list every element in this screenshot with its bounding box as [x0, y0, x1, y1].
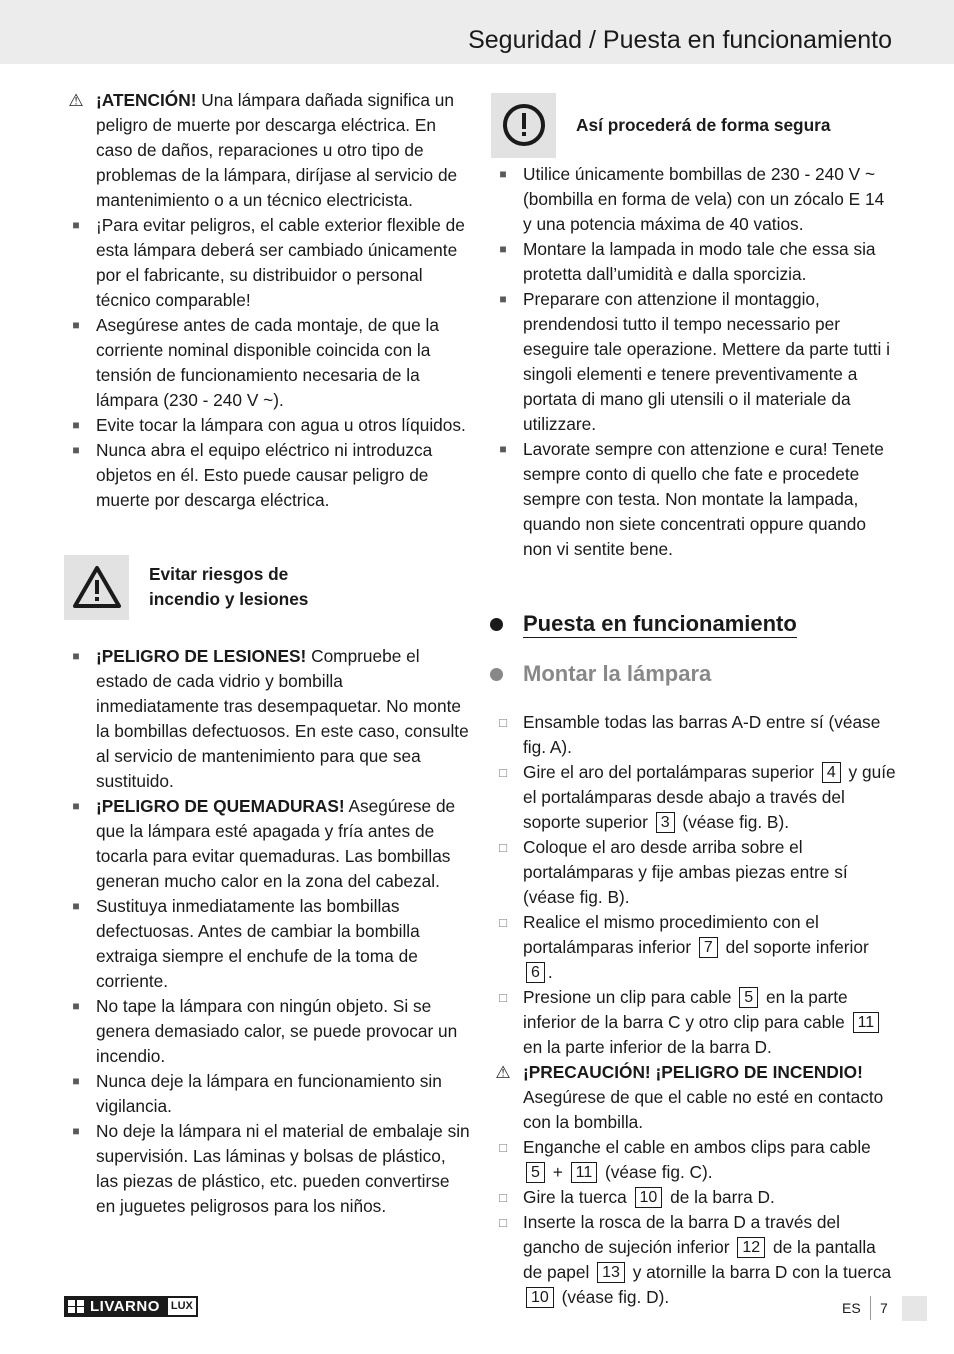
- bullet-dot-icon: [490, 618, 503, 631]
- section-heading: Montar la lámpara: [487, 659, 897, 689]
- square-bullet-icon: ■: [499, 292, 507, 306]
- square-bullet-icon: ■: [499, 442, 507, 456]
- square-bullet-icon: ■: [72, 218, 80, 232]
- square-bullet-icon: ■: [72, 999, 80, 1013]
- part-number-box: 10: [526, 1287, 554, 1308]
- square-bullet-icon: ■: [72, 443, 80, 457]
- hollow-square-bullet-icon: □: [499, 1190, 507, 1205]
- step-item: □ Ensamble todas las barras A-D entre sí (véase fig. A).: [487, 710, 897, 760]
- brand-logo: LIVARNO LUX: [64, 1296, 198, 1317]
- hollow-square-bullet-icon: □: [499, 915, 507, 930]
- hollow-square-bullet-icon: □: [499, 1140, 507, 1155]
- list-item: ■ Nunca abra el equipo eléctrico ni introduzca objetos en él. Esto puede causar peligro de muerte por descarga eléctrica.: [60, 438, 470, 513]
- caution-item: ⚠ ¡PRECAUCIÓN! ¡PELIGRO DE INCENDIO! Asegúrese de que el cable no esté en contacto con la bombilla.: [487, 1060, 897, 1135]
- bullet-dot-icon: [490, 668, 503, 681]
- square-bullet-icon: ■: [72, 799, 80, 813]
- right-column: [487, 88, 897, 1310]
- logo-mark-icon: [68, 1300, 84, 1313]
- page-title: Seguridad / Puesta en funcionamiento: [468, 26, 892, 54]
- list-item: ■ Preparare con attenzione il montaggio, prendendosi tutto il tempo necessario per eseguire tale operazione. Mettere da parte tutti i singoli elementi e tenere preventivamente a portata di mano gli utensili o il materiale da utilizzare.: [487, 287, 897, 437]
- step-item: □ Gire la tuerca 10 de la barra D.: [487, 1185, 897, 1210]
- list-item: ■ Sustituya inmediatamente las bombillas defectuosas. Antes de cambiar la bombilla extraiga siempre el enchufe de la toma de corriente.: [60, 894, 470, 994]
- list-item: ■ No tape la lámpara con ningún objeto. Si se genera demasiado calor, se puede provocar un incendio.: [60, 994, 470, 1069]
- list-item: ■ ¡PELIGRO DE QUEMADURAS! Asegúrese de que la lámpara esté apagada y fría antes de tocarla para evitar quemaduras. Las bombillas generan mucho calor en la zona del cabezal.: [60, 794, 470, 894]
- list-item: ■ Montare la lampada in modo tale che essa sia protetta dall’umidità e dalla sporcizia.: [487, 237, 897, 287]
- left-column: [60, 88, 470, 1219]
- list-item: ■ Utilice únicamente bombillas de 230 - 240 V ~ (bombilla en forma de vela) con un zócalo E 14 y una potencia máxima de 40 vatios.: [487, 162, 897, 237]
- warning-triangle-icon: ⚠: [495, 1063, 511, 1082]
- hollow-square-bullet-icon: □: [499, 715, 507, 730]
- part-number-box: 11: [853, 1012, 880, 1033]
- language-code: ES: [842, 1300, 861, 1316]
- square-bullet-icon: ■: [499, 167, 507, 181]
- hollow-square-bullet-icon: □: [499, 765, 507, 780]
- part-number-box: 4: [822, 762, 841, 783]
- square-bullet-icon: ■: [72, 899, 80, 913]
- list-item: ■ ¡PELIGRO DE LESIONES! Compruebe el estado de cada vidrio y bombilla inmediatamente tras desempaquetar. No monte la bombillas defectuosos. En este caso, consulte al servicio de mantenimiento para que sea sustituido.: [60, 644, 470, 794]
- exclamation-circle-icon: [491, 93, 556, 158]
- section-heading: Puesta en funcionamiento: [487, 609, 897, 639]
- step-item: □ Realice el mismo procedimiento con el portalámparas inferior 7 del soporte inferior 6 .: [487, 910, 897, 985]
- part-number-box: 13: [597, 1262, 625, 1283]
- list-item: ■ Asegúrese antes de cada montaje, de que la corriente nominal disponible coincida con la tensión de funcionamiento necesaria de la lámpara (230 - 240 V ~).: [60, 313, 470, 413]
- list-item: ■ No deje la lámpara ni el material de embalaje sin supervisión. Las láminas y bolsas de plástico, las piezas de plástico, etc. pueden convertirse en juguetes peligrosos para los niños.: [60, 1119, 470, 1219]
- square-bullet-icon: ■: [72, 1074, 80, 1088]
- page-number: 7: [880, 1300, 888, 1316]
- part-number-box: 5: [526, 1162, 545, 1183]
- list-item: ■ ¡Para evitar peligros, el cable exterior flexible de esta lámpara deberá ser cambiado únicamente por el fabricante, su distribuidor o personal técnico comparable!: [60, 213, 470, 313]
- list-item: ■ Evite tocar la lámpara con agua u otros líquidos.: [60, 413, 470, 438]
- part-number-box: 10: [635, 1187, 663, 1208]
- list-item: ■ Nunca deje la lámpara en funcionamiento sin vigilancia.: [60, 1069, 470, 1119]
- step-item: □ Gire el aro del portalámparas superior 4 y guíe el portalámparas desde abajo a través del soporte superior 3 (véase fig. B).: [487, 760, 897, 835]
- step-item: □ Enganche el cable en ambos clips para cable 5 + 11 (véase fig. C).: [487, 1135, 897, 1185]
- footer-divider: [870, 1296, 871, 1320]
- hollow-square-bullet-icon: □: [499, 1215, 507, 1230]
- square-bullet-icon: ■: [499, 242, 507, 256]
- square-bullet-icon: ■: [72, 649, 80, 663]
- part-number-box: 6: [526, 962, 545, 983]
- square-bullet-icon: ■: [72, 318, 80, 332]
- square-bullet-icon: ■: [72, 418, 80, 432]
- footer-tab-marker: [902, 1296, 927, 1321]
- step-item: □ Coloque el aro desde arriba sobre el portalámparas y fije ambas piezas entre sí (véase fig. B).: [487, 835, 897, 910]
- safe-procedure-box-header: Así procederá de forma segura: [491, 92, 897, 158]
- hollow-square-bullet-icon: □: [499, 990, 507, 1005]
- warning-item: ⚠ ¡ATENCIÓN! Una lámpara dañada significa un peligro de muerte por descarga eléctrica. En caso de daños, reparaciones u otro tipo de problemas de la lámpara, diríjase al servicio de mantenimiento o a un técnico electricista.: [60, 88, 470, 213]
- fire-injury-box-header: [64, 554, 470, 620]
- part-number-box: 11: [571, 1162, 598, 1183]
- box-title: Evitar riesgos de incendio y lesiones: [149, 564, 309, 609]
- part-number-box: 3: [656, 812, 675, 833]
- part-number-box: 5: [739, 987, 758, 1008]
- step-item: □ Inserte la rosca de la barra D a través del gancho de sujeción inferior 12 de la pantalla de papel 13 y atornille la barra D con la tuerca 10 (véase fig. D).: [487, 1210, 897, 1310]
- part-number-box: 12: [737, 1237, 765, 1258]
- list-item: ■ Lavorate sempre con attenzione e cura! Tenete sempre conto di quello che fate e procedete sempre con testa. Non montate la lampada, quando non siete concentrati oppure quando non vi sentite bene.: [487, 437, 897, 562]
- part-number-box: 7: [699, 937, 718, 958]
- square-bullet-icon: ■: [72, 1124, 80, 1138]
- hollow-square-bullet-icon: □: [499, 840, 507, 855]
- step-item: □ Presione un clip para cable 5 en la parte inferior de la barra C y otro clip para cable 11 en la parte inferior de la barra D.: [487, 985, 897, 1060]
- warning-triangle-icon: ⚠: [68, 91, 84, 110]
- warning-triangle-icon: [64, 555, 129, 620]
